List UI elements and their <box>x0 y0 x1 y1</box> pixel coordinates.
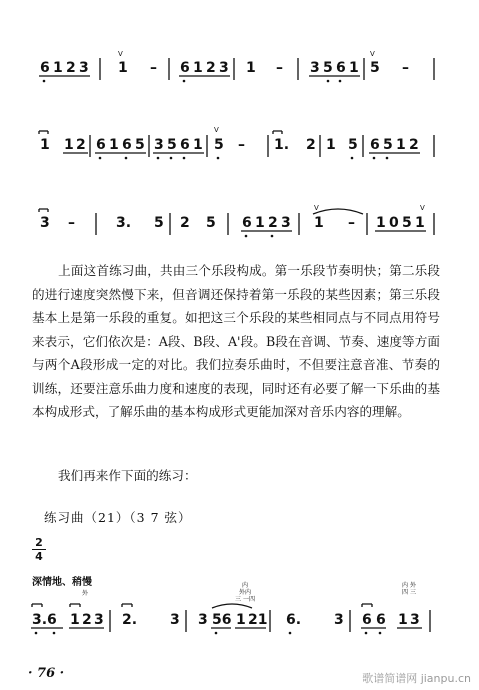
svg-text:1: 1 <box>398 612 408 628</box>
svg-text:3: 3 <box>154 137 164 153</box>
svg-text:5: 5 <box>135 137 145 153</box>
svg-text:0: 0 <box>389 215 399 231</box>
svg-text:1: 1 <box>193 137 203 153</box>
svg-text:1: 1 <box>118 60 128 76</box>
svg-text:6: 6 <box>180 137 190 153</box>
svg-text:5: 5 <box>154 215 164 231</box>
exercise-score-marks <box>30 592 460 644</box>
svg-text:2: 2 <box>409 137 419 153</box>
svg-text:2: 2 <box>82 612 92 628</box>
svg-text:3: 3 <box>410 612 420 628</box>
svg-text:V: V <box>370 50 375 58</box>
svg-text:3: 3 <box>310 60 320 76</box>
page-number: · 76 · <box>28 666 65 681</box>
svg-text:6: 6 <box>40 60 50 76</box>
svg-text:2: 2 <box>66 60 76 76</box>
svg-text:6: 6 <box>122 137 132 153</box>
svg-text:5: 5 <box>402 215 412 231</box>
svg-text:1: 1 <box>349 60 359 76</box>
paragraph-next-exercise-text: 我们再来作下面的练习： <box>58 468 197 483</box>
svg-text:5: 5 <box>383 137 393 153</box>
svg-text:3: 3 <box>198 612 208 628</box>
svg-text:1: 1 <box>64 137 74 153</box>
score-line-2 <box>30 122 450 166</box>
svg-text:3: 3 <box>219 60 229 76</box>
svg-text:5: 5 <box>370 60 380 76</box>
svg-text:56: 56 <box>212 612 232 628</box>
score-line-3 <box>30 200 450 244</box>
svg-text:1: 1 <box>376 215 386 231</box>
svg-text:3: 3 <box>40 215 50 231</box>
svg-text:1: 1 <box>415 215 425 231</box>
svg-text:6: 6 <box>242 215 252 231</box>
svg-text:5: 5 <box>167 137 177 153</box>
watermark: 歌谱简谱网 jianpu.cn <box>362 672 471 685</box>
fingering-label-1: 外 <box>82 590 89 597</box>
svg-text:3: 3 <box>281 215 291 231</box>
svg-text:6: 6 <box>362 612 372 628</box>
svg-text:2.: 2. <box>122 612 138 628</box>
time-signature-top: 2 <box>35 536 43 549</box>
time-signature <box>32 537 46 562</box>
svg-text:V: V <box>214 126 219 134</box>
svg-text:–: – <box>68 215 75 231</box>
svg-text:1: 1 <box>109 137 119 153</box>
svg-text:1.: 1. <box>274 137 290 153</box>
svg-text:2: 2 <box>268 215 278 231</box>
exercise-score-line <box>30 592 450 644</box>
svg-text:V: V <box>314 204 319 212</box>
svg-text:1: 1 <box>193 60 203 76</box>
svg-text:–: – <box>238 137 245 153</box>
svg-text:2: 2 <box>206 60 216 76</box>
svg-text:3: 3 <box>79 60 89 76</box>
svg-text:V: V <box>420 204 425 212</box>
svg-text:6: 6 <box>336 60 346 76</box>
svg-text:1: 1 <box>246 60 256 76</box>
svg-text:6: 6 <box>376 612 386 628</box>
paragraph-analysis <box>32 259 440 424</box>
svg-text:3: 3 <box>334 612 344 628</box>
svg-text:1: 1 <box>40 137 50 153</box>
svg-text:1: 1 <box>314 215 324 231</box>
paragraph-next-exercise <box>32 464 440 488</box>
svg-text:1: 1 <box>53 60 63 76</box>
score-line-2-marks <box>30 122 460 166</box>
time-signature-bottom: 4 <box>35 550 43 563</box>
tempo-marking: 深情地、稍慢 <box>32 577 92 588</box>
svg-text:1: 1 <box>255 215 265 231</box>
svg-text:6.: 6. <box>286 612 302 628</box>
svg-text:21: 21 <box>248 612 268 628</box>
svg-text:–: – <box>348 215 355 231</box>
svg-text:5: 5 <box>206 215 216 231</box>
svg-text:–: – <box>402 60 409 76</box>
svg-text:3.6: 3.6 <box>32 612 57 628</box>
svg-text:–: – <box>276 60 283 76</box>
svg-text:6: 6 <box>96 137 106 153</box>
svg-text:2: 2 <box>76 137 86 153</box>
svg-text:–: – <box>150 60 157 76</box>
exercise-title: 练习曲（21）（3 7 弦） <box>44 510 192 525</box>
svg-text:5: 5 <box>348 137 358 153</box>
svg-text:1: 1 <box>236 612 246 628</box>
svg-text:3: 3 <box>170 612 180 628</box>
paragraph-analysis-text: 上面这首练习曲，共由三个乐段构成。第一乐段节奏明快；第二乐段的进行速度突然慢下来，但音调还保持着第一乐段的某些因素；第三乐段基本上是第一乐段的重复。如把这三个乐段的某些相同点与不同点用符号来表示，它们依次是：A段、B段、A'段。B段在音调、节奏、速度等方面与两个A段形成一定的对比。我们拉奏乐曲时，不但要注意音准、节奏的训练，还要注意乐曲力度和速度的表现，同时还有必要了解一下乐曲的基本构成形式，了解乐曲的基本构成形式更能加深对音乐内容的理解。 <box>32 263 440 419</box>
svg-text:2: 2 <box>306 137 316 153</box>
svg-text:6: 6 <box>370 137 380 153</box>
svg-text:V: V <box>118 50 123 58</box>
fingering-label-2: 内 外内 三 一四 <box>235 582 255 603</box>
svg-text:3.: 3. <box>116 215 132 231</box>
svg-text:5: 5 <box>323 60 333 76</box>
score-line-1-marks <box>30 48 460 90</box>
svg-text:3: 3 <box>94 612 104 628</box>
svg-text:1: 1 <box>396 137 406 153</box>
svg-text:5: 5 <box>214 137 224 153</box>
svg-text:6: 6 <box>180 60 190 76</box>
svg-text:2: 2 <box>180 215 190 231</box>
score-line-1 <box>30 48 450 90</box>
svg-text:1: 1 <box>326 137 336 153</box>
fingering-label-4: 内 外 四 三 <box>402 582 416 596</box>
score-line-3-marks <box>30 200 460 244</box>
svg-text:1: 1 <box>70 612 80 628</box>
